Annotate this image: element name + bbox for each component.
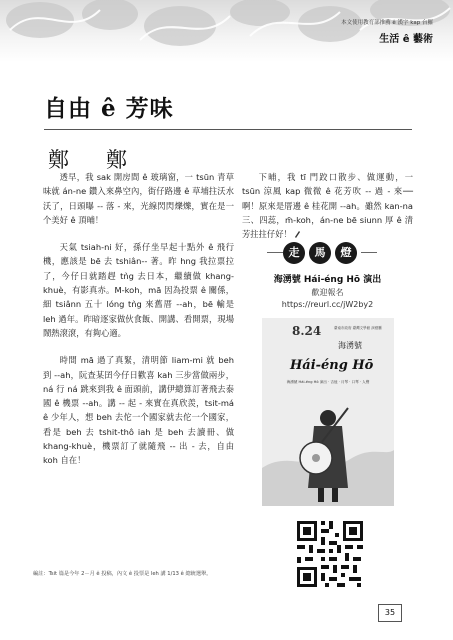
badge-dash <box>361 252 377 253</box>
badge-dash <box>267 252 283 253</box>
paragraph: 時間 mā 過了真緊，清明節 liam-mi 就 beh 到 --ah，阮查某囝今仔日歡喜 kah 三步當做兩步，ná 行 ná 跳來到我 ê 面頭前，講伊總算訂著飛去泰國 ê 機票 --ah。講 -- 起 - 來實在真欣羨，tsit-má ê 少年人，想 beh 去佗一个國家就去佗一个國家，看是 beh 去 tshit-thô iah 是 beh 去讀冊、做 khang-khuè，機票訂了就隨飛 -- 出 - 去，自由 koh 自在！ <box>43 355 234 466</box>
poster-date: 8.24 <box>292 324 322 338</box>
title-divider <box>44 129 412 130</box>
page-number: 35 <box>378 604 402 622</box>
badge-char: 燈 <box>335 242 357 264</box>
footnote: 編註：Tsit 篇是今年 2－月 ê 投稿，內文 ê 投票是 leh 講 1/13 ê 總統選舉。 <box>33 571 212 577</box>
promo-subtitle: 歡迎報名 <box>311 288 344 297</box>
paragraph: 天氣 tsiah-ni 好，孫仔坐早起十點外 ê 飛行機，應該是 bē 去 tshiân-- 著。昨 hng 我拉票拉了，今仔日就踏趕 tǹg 去日本，繼續做 khang-khuè，有影真赤。M-koh，mā 因為投票 ê 關係，細 tsiânn 五十 lóng tǹg 來舊厝 --ah，bē 輸是 leh 過年。昨暗逐家做伙食飯、開講、看開票，現場鬧熱滾滾，有夠心適。 <box>43 242 234 338</box>
paragraph-text: 下晡，我 tī 門跤口散步、做運動，一 tsūn 涼風 kap 微微 ê 花芳吹 -- 過 - 來──啊！原來是厝邊 ê 桂花開 --ah。雖然 kan-na 三、四蕊，m̄-koh，án-ne bē siunn 厚 ê 清芳拄拄仔好！ <box>242 172 413 240</box>
article-title: 自由 ê 芳味 <box>44 95 174 122</box>
paragraph: 透早，我 sak 開房間 ê 玻璃窗，一 tsūn 青草味就 án-ne 鑽入來鼻空內，街仔路邊 ê 草埔拄沃水沃了，日頭曝 -- 落 - 來，光線閃閃爍爍，實在是一个美好 ê 頂晡！ <box>43 172 234 225</box>
pen-icon <box>294 230 300 238</box>
poster-credits: 海湧號 Hái-éng Hō 演出 · 吉他 · 月琴 · 口琴 · 人聲 <box>286 380 370 384</box>
author-byline: 鄭 鄭 <box>48 148 135 172</box>
poster-name: Hái-éng Hō <box>290 358 374 373</box>
paragraph-with-end-mark <box>242 170 413 241</box>
badge-char: 馬 <box>309 242 331 264</box>
promo-link[interactable]: https://reurl.cc/jW2by2 <box>281 300 374 309</box>
section-label: 生活 ê 藝術 <box>379 34 433 45</box>
promo-title: 海湧號 Hái-éng Hō 演出 <box>273 275 382 285</box>
promo-badge <box>283 242 383 264</box>
poster-name-cn: 海湧號 <box>338 341 362 350</box>
qr-code-art <box>294 518 366 590</box>
poster-art <box>262 318 394 506</box>
event-poster <box>262 318 394 506</box>
article-column-left <box>43 170 234 481</box>
header-note: 本文使用教育部推薦 ê 漢字 kap 台羅 <box>341 20 433 26</box>
qr-code[interactable] <box>294 518 366 590</box>
header-banner <box>0 0 453 62</box>
poster-info: 臺南市政府 臺灣文學館 演藝廳 <box>334 326 382 330</box>
badge-char: 走 <box>283 242 305 264</box>
